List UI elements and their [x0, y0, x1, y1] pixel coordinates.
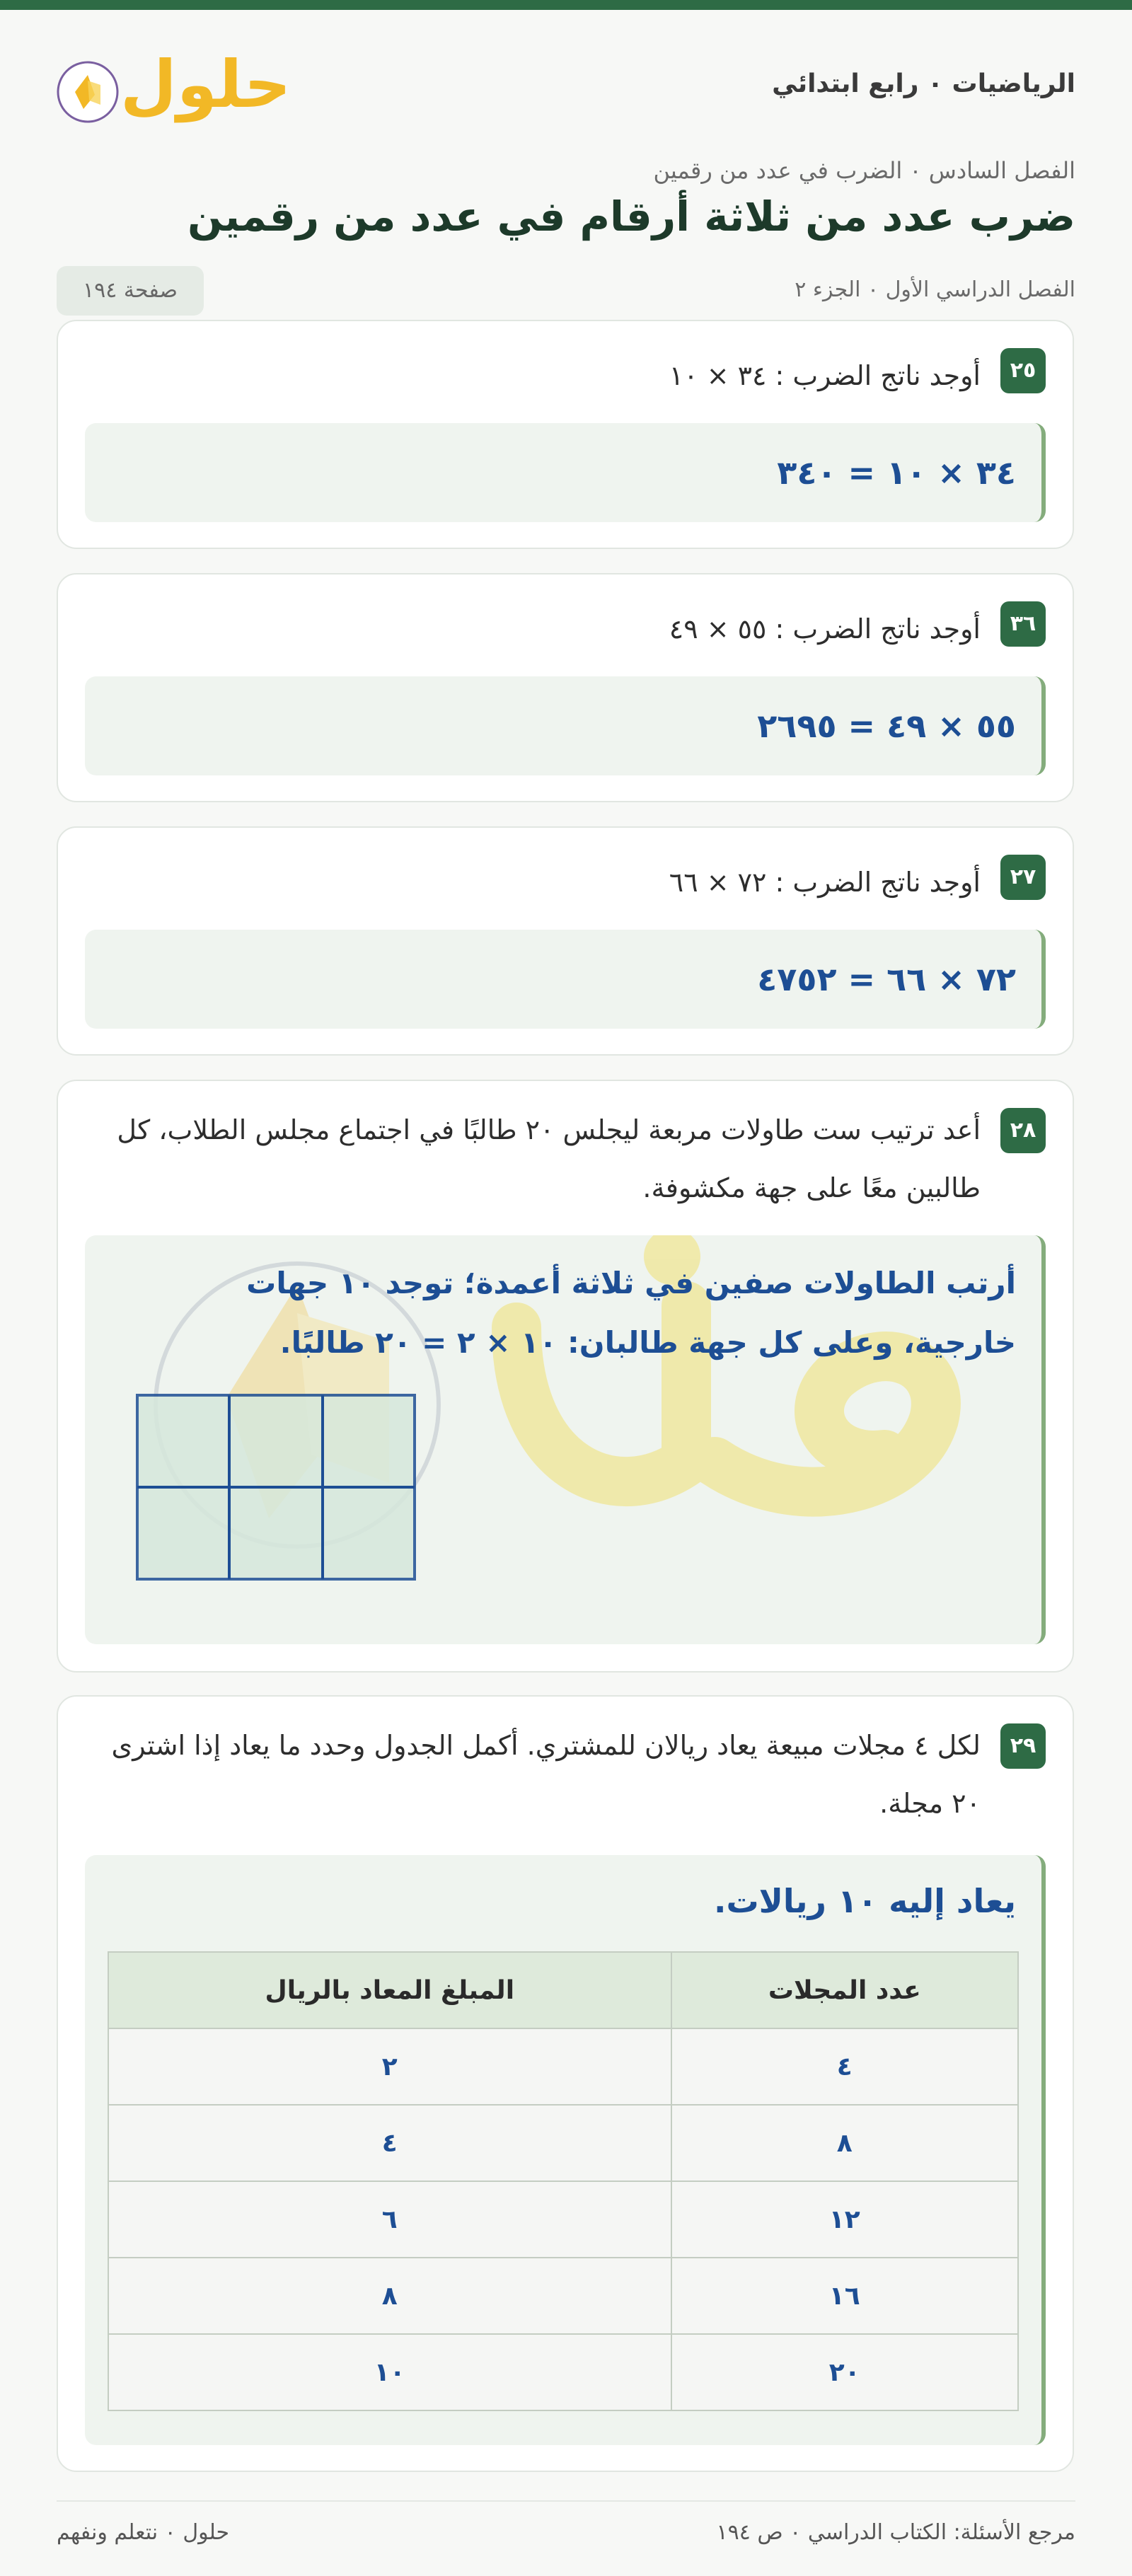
question-card: [57, 1695, 1074, 2472]
page-title: ضرب عدد من ثلاثة أرقام في عدد من رقمين: [187, 192, 1075, 241]
table-cell: ١٠: [108, 2334, 671, 2410]
table-cell: ٤: [671, 2028, 1018, 2105]
answer-text: يعاد إليه ١٠ ريالات.: [713, 1882, 1016, 1920]
logo-text: حلول: [120, 47, 291, 122]
semester-label: الفصل الدراسي الأول ٠ الجزء ٢: [795, 277, 1075, 302]
table-row: [108, 2258, 1018, 2334]
subject-label: الرياضيات ٠ رابع ابتدائي: [772, 69, 1075, 98]
magazines-table: [108, 1951, 1019, 2411]
book-emblem-icon: [55, 59, 120, 125]
question-text: أوجد ناتج الضرب : ٥٥ × ٤٩: [669, 613, 981, 645]
answer-text: ٣٤ × ١٠ = ٣٤٠: [777, 454, 1016, 492]
page-number-badge: صفحة ١٩٤: [57, 266, 204, 316]
table-cell: ١٢: [671, 2181, 1018, 2258]
footer-divider: [57, 2500, 1075, 2502]
question-card: [57, 826, 1074, 1056]
question-card: [57, 320, 1074, 549]
answer-text: أرتب الطاولات صفين في ثلاثة أعمدة؛ توجد ١٠ جهات خارجية، وعلى كل جهة طالبان: ١٠ × ٢ = ٢٠ طالبًا.: [246, 1266, 1016, 1360]
question-card: [57, 1080, 1074, 1673]
question-text: أعد ترتيب ست طاولات مربعة ليجلس ٢٠ طالبًا في اجتماع مجلس الطلاب، كل طالبين معًا على جهة مكشوفة.: [117, 1114, 981, 1203]
top-accent-bar: [0, 0, 1132, 10]
table-cell: ٤: [108, 2105, 671, 2181]
question-number: ٢٩: [1000, 1723, 1046, 1769]
question-text: أوجد ناتج الضرب : ٣٤ × ١٠: [669, 360, 981, 391]
table-header: عدد المجلات: [671, 1952, 1018, 2028]
table-row: [108, 2334, 1018, 2410]
question-text: لكل ٤ مجلات مبيعة يعاد ريالان للمشتري. أكمل الجدول وحدد ما يعاد إذا اشترى ٢٠ مجلة.: [111, 1730, 981, 1819]
table-cell: ٢: [108, 2028, 671, 2105]
table-row: [108, 2105, 1018, 2181]
question-number: ٢٥: [1000, 348, 1046, 393]
answer-box: [85, 930, 1046, 1029]
question-text: أوجد ناتج الضرب : ٧٢ × ٦٦: [669, 867, 981, 898]
answer-text: ٧٢ × ٦٦ = ٤٧٥٢: [757, 960, 1016, 998]
answer-box: [85, 423, 1046, 522]
table-cell: ٨: [108, 2258, 671, 2334]
table-cell: ٢٠: [671, 2334, 1018, 2410]
table-header: المبلغ المعاد بالريال: [108, 1952, 671, 2028]
brand-logo[interactable]: [55, 42, 291, 134]
table-cell: ٦: [108, 2181, 671, 2258]
question-number: ٢٧: [1000, 855, 1046, 900]
question-number: ٣٦: [1000, 601, 1046, 647]
page-header: [55, 42, 1075, 134]
table-row: [108, 2028, 1018, 2105]
answer-box: [85, 1235, 1046, 1644]
tables-arrangement-diagram: [136, 1394, 416, 1581]
answer-box: [85, 1855, 1046, 2445]
table-header-row: [108, 1952, 1018, 2028]
answer-box: [85, 676, 1046, 775]
question-number: ٢٨: [1000, 1108, 1046, 1153]
footer-reference: مرجع الأسئلة: الكتاب الدراسي ٠ ص ١٩٤: [716, 2520, 1075, 2545]
table-row: [108, 2181, 1018, 2258]
question-card: [57, 573, 1074, 802]
footer-brand[interactable]: حلول ٠ نتعلم ونفهم: [57, 2520, 230, 2545]
answer-text: ٥٥ × ٤٩ = ٢٦٩٥: [757, 707, 1016, 745]
breadcrumb: الفصل السادس ٠ الضرب في عدد من رقمين: [653, 157, 1075, 184]
table-cell: ١٦: [671, 2258, 1018, 2334]
table-cell: ٨: [671, 2105, 1018, 2181]
